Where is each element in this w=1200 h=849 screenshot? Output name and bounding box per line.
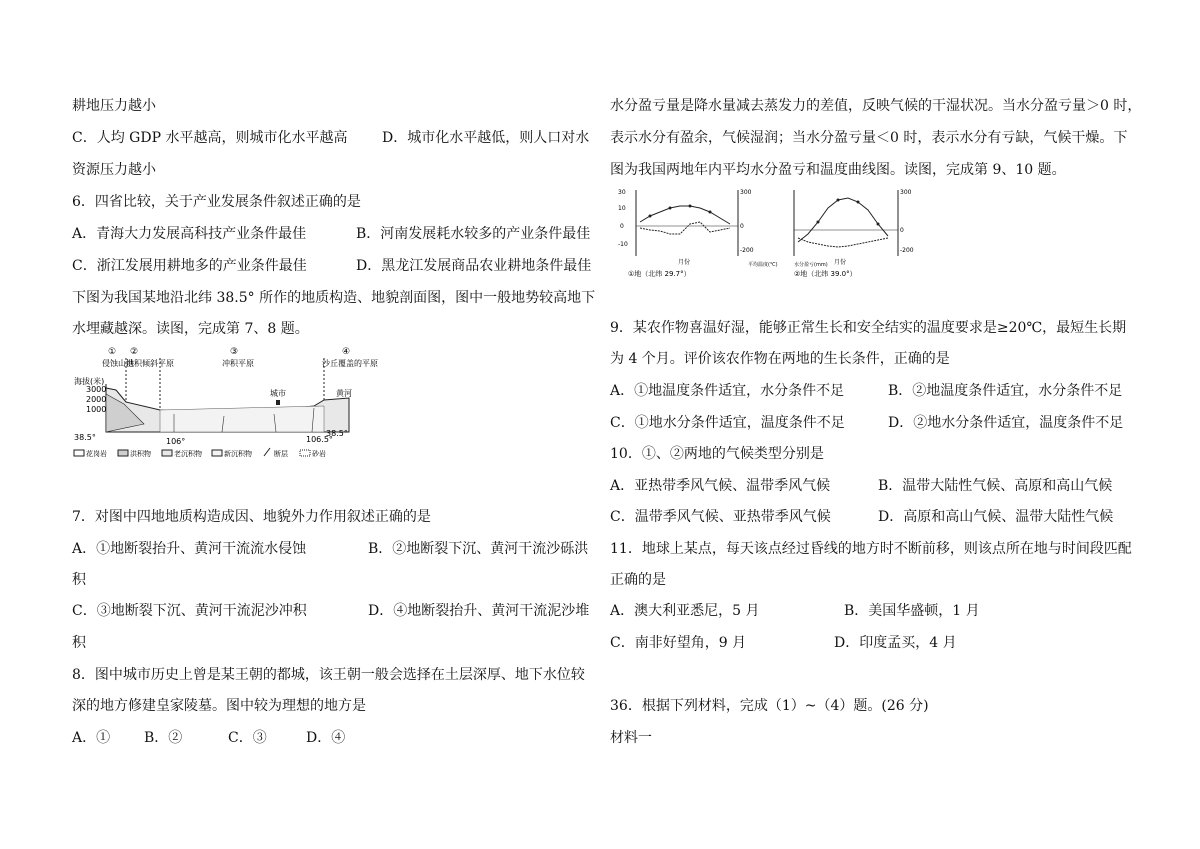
option-b: B．②地断裂下沉、黄河干流沙砾洪 [368, 541, 589, 557]
intro-line: 水分盈亏量是降水量减去蒸发力的差值，反映气候的干湿状况。当水分盈亏量＞0 时， [610, 98, 1142, 114]
marker-4: ④ [342, 347, 351, 357]
option-line [72, 225, 591, 243]
option-c: C．①地水分条件适宜，温度条件不足 [610, 415, 845, 431]
option-b: B．美国华盛顿，1 月 [844, 603, 980, 619]
x-axis-label: 月份 [834, 259, 847, 266]
intro-line: 图为我国两地年内平均水分盈亏和温度曲线图。读图，完成第 9、10 题。 [610, 162, 1066, 178]
question-7: 7．对图中四地地质构造成因、地貌外力作用叙述正确的是 [72, 509, 431, 525]
legend-item: 平均温度(℃) [748, 262, 778, 268]
option-a: A．澳大利亚悉尼，5 月 [610, 603, 760, 619]
longitude: 106° [166, 437, 186, 446]
text-line: 资源压力越小 [72, 162, 156, 178]
tick: 300 [900, 189, 912, 196]
city-icon [276, 400, 280, 405]
option-a: A．①地断裂抬升、黄河干流流水侵蚀 [72, 541, 307, 557]
region-label-4: 沙丘覆盖的平原 [322, 359, 378, 368]
option-d: D．②地水分条件适宜，温度条件不足 [888, 415, 1124, 431]
marker-3: ③ [230, 347, 239, 357]
legend-item: 砂岩 [312, 450, 326, 458]
text-line: 耕地压力越小 [72, 98, 156, 114]
tick: 0 [620, 223, 624, 230]
chart-place-2 [748, 189, 914, 278]
legend-item: 断层 [274, 450, 288, 458]
legend-item: 老沉积物 [174, 450, 202, 458]
marker-2: ② [130, 347, 139, 357]
option-line [610, 508, 1114, 526]
option-c: C．南非好望角，9 月 [610, 635, 747, 651]
tick: 3000 [86, 385, 107, 394]
text-line: 积 [72, 572, 86, 588]
question-6: 6．四省比较，关于产业发展条件叙述正确的是 [72, 194, 361, 210]
city-label: 城市 [270, 389, 286, 398]
option-line [72, 729, 346, 747]
river-label: 黄河 [336, 389, 352, 398]
text-line: 积 [72, 635, 86, 651]
longitude: 106.5° [306, 435, 333, 444]
region-label-3: 冲积平原 [222, 359, 254, 368]
question-11: 正确的是 [610, 572, 666, 588]
tick: -10 [618, 241, 628, 248]
option-d: D．黑龙江发展商品农业耕地条件最佳 [356, 258, 592, 274]
tick: -200 [740, 247, 754, 254]
option-line [72, 540, 589, 558]
legend-item: 新沉积物 [224, 450, 252, 458]
option-d: D．高原和高山气候、温带大陆性气候 [878, 509, 1114, 525]
marker-1: ① [108, 347, 117, 357]
question-8: 深的地方修建皇家陵墓。图中较为理想的地方是 [72, 698, 366, 714]
question-36: 36．根据下列材料，完成（1）~（4）题。(26 分) [610, 698, 929, 714]
tick: 30 [618, 189, 626, 196]
question-10: 10．①、②两地的气候类型分别是 [610, 446, 824, 462]
tick: 10 [618, 205, 626, 212]
option-d: D．④地断裂抬升、黄河干流泥沙堆 [368, 603, 590, 619]
option-line [610, 414, 1124, 432]
option-b: B．河南发展耗水较多的产业条件最佳 [356, 226, 591, 242]
option-line [610, 634, 957, 652]
option-line [610, 382, 1123, 400]
question-11: 11．地球上某点，每天该点经过昏线的地方时不断前移，则该点所在地与时间段匹配 [610, 541, 1132, 557]
option-a: A．①地温度条件适宜，水分条件不足 [610, 383, 845, 399]
place-label-2: ②地（北纬 39.0°） [794, 270, 857, 278]
option-line [72, 257, 592, 275]
latitude-right: 38.5° [326, 429, 348, 438]
x-axis-label: 月份 [678, 259, 691, 266]
tick: 2000 [86, 395, 107, 404]
option-c: C．人均 GDP 水平越高，则城市化水平越高 [72, 130, 348, 146]
tick: 0 [740, 223, 744, 230]
option-d: D．印度孟买，4 月 [834, 635, 957, 651]
option-line [610, 602, 980, 620]
axis-title: 海拔(米) [74, 377, 105, 386]
question-9: 为 4 个月。评价该农作物在两地的生长条件，正确的是 [610, 351, 950, 367]
option-c: C．③地断裂下沉、黄河干流泥沙冲积 [72, 603, 307, 619]
question-8: 8．图中城市历史上曾是某王朝的都城，该王朝一般会选择在土层深厚、地下水位较 [72, 667, 585, 683]
tick: 1000 [86, 405, 107, 414]
option-line [72, 602, 590, 620]
legend-item: 洪积物 [130, 450, 151, 458]
option-a: A．亚热带季风气候、温带季风气候 [610, 478, 831, 494]
option-line [72, 129, 590, 147]
tick: -200 [900, 247, 914, 254]
option-line [610, 477, 1113, 495]
option-a: A．① [72, 730, 111, 746]
option-c: C．温带季风气候、亚热带季风气候 [610, 509, 831, 525]
figure-intro: 下图为我国某地沿北纬 38.5° 所作的地质构造、地貌剖面图，图中一般地势较高地下 [72, 290, 596, 306]
option-c: C．浙江发展用耕地多的产业条件最佳 [72, 258, 307, 274]
option-b: B．温带大陆性气候、高原和高山气候 [878, 478, 1113, 494]
figure-intro: 水埋藏越深。读图，完成第 7、8 题。 [72, 321, 309, 337]
option-d: D．城市化水平越低，则人口对水 [382, 130, 590, 146]
option-b: B．②地温度条件适宜，水分条件不足 [888, 383, 1123, 399]
option-c: C．③ [228, 730, 267, 746]
place-label-1: ①地（北纬 29.7°） [628, 270, 691, 278]
question-9: 9．某农作物喜温好湿，能够正常生长和安全结实的温度要求是≥20℃，最短生长期 [610, 320, 1127, 336]
legend-item: 花岗岩 [86, 450, 107, 458]
intro-line: 表示水分有盈余，气候湿润；当水分盈亏量＜0 时，表示水分有亏缺，气候干燥。下 [610, 130, 1128, 146]
region-label-1: 侵蚀山地 [102, 359, 134, 368]
material-label: 材料一 [610, 730, 652, 746]
option-a: A．青海大力发展高科技产业条件最佳 [72, 226, 307, 242]
tick: 300 [740, 189, 752, 196]
legend-item: 水分盈亏(mm) [794, 262, 828, 268]
option-b: B．② [144, 730, 183, 746]
tick: 0 [900, 227, 904, 234]
option-d: D．④ [306, 730, 346, 746]
climate-chart [618, 186, 918, 280]
geologic-section-figure [74, 344, 378, 464]
region-label-2: 洪积倾斜平原 [126, 359, 174, 368]
latitude-left: 38.5° [74, 433, 96, 442]
chart-place-1 [618, 189, 754, 278]
